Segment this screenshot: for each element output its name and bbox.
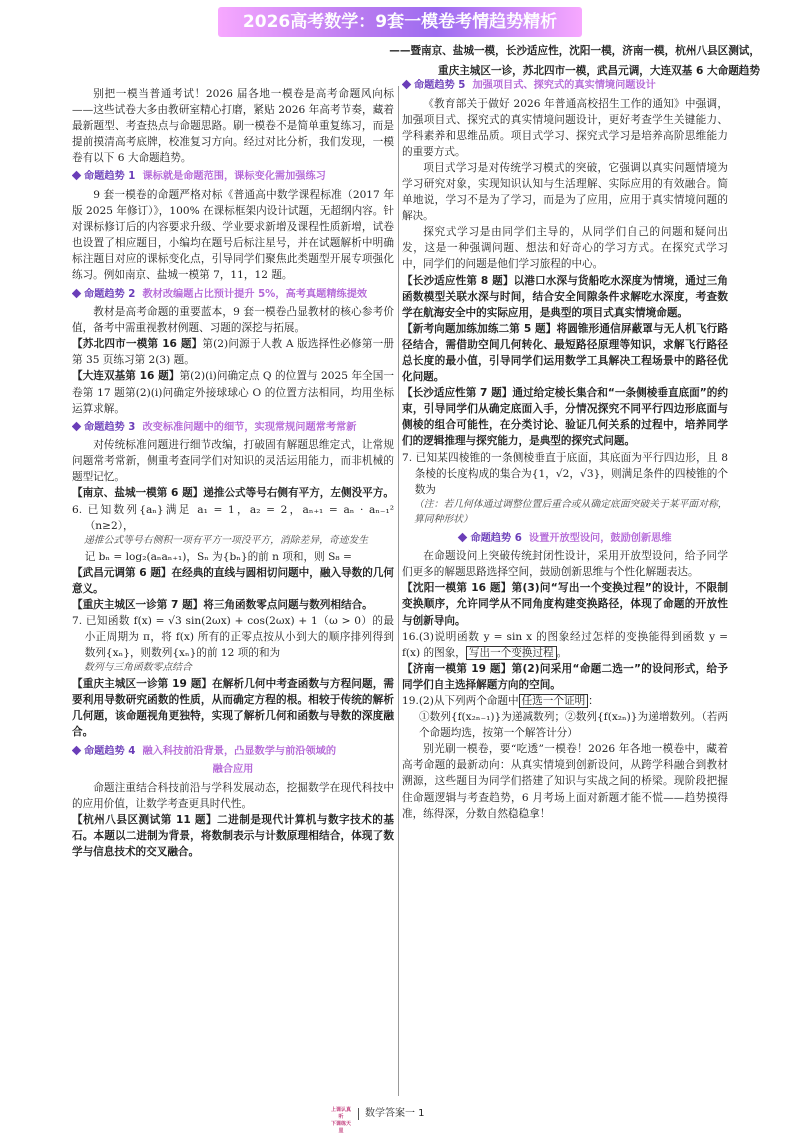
trend-5-source-1: 【长沙适应性第 8 题】以港口水深与货船吃水深度为情境，通过三角函数模型关联水深与时间，结合安全间隙条件求解吃水深度，考查数学在航海安全中的实际应用，是典型的项目式真实情境命题。 [402, 274, 728, 319]
brand-logo: 上课认真听 下课练天星 [330, 1106, 351, 1134]
problem-19-cont: ①数列{f(x₂ₙ₋₁)}为递减数列；②数列{f(x₂ₙ)}为递增数列。（若两个命题均选，按第一个解答计分） [418, 711, 728, 740]
trend-4-heading: 命题趋势 4 融入科技前沿背景，凸显数学与前沿领域的 [72, 744, 394, 760]
trend-5-heading: 命题趋势 5 加强项目式、探究式的真实情境问题设计 [402, 78, 728, 94]
trend-4-source-1: 【杭州八县区测试第 11 题】二进制是现代计算机与数字技术的基石。本题以二进制为背景，将数制表示与计数原理相结合，体现了数学与信息技术的交叉融合。 [72, 813, 394, 858]
closing-paragraph: 别光刷一模卷，要“吃透”一模卷！2026 年各地一模卷中，藏着高考命题的最新动向：从真实情境到创新设问，从跨学科融合到教材溯源，这些题目为同学们搭建了知识与实战之间的桥梁。现阶段把握住命题逻辑与考查趋势，6 月考场上面对新题才能不慌——趋势摸得准，练得深，分数自然稳稳拿！ [402, 743, 728, 820]
problem-6-cont: 记 bₙ = log₂(aₙaₙ₊₁)，Sₙ 为{bₙ}的前 n 项和，则 S₈ = [84, 550, 352, 563]
trend-2-source-2: 【大连双基第 16 题】第(2)(i)问确定点 Q 的位置与 2025 年全国一卷第 17 题第(2)(i)问确定外接球球心 O 的位置方法相同，均用坐标运算求解。 [72, 370, 395, 415]
trend-3-source-3: 【重庆主城区一诊第 7 题】将三角函数零点问题与数列相结合。 [72, 598, 373, 611]
trend-6-source-2: 【济南一模第 19 题】第(2)问采用“命题二选一”的设问形式，给予同学们自主选择解题方向的空间。 [402, 662, 728, 691]
right-column [402, 80, 728, 822]
diamond-icon [458, 532, 468, 542]
problem-16: 16.(3)说明函数 y = sin x 的图象经过怎样的变换能得到函数 y = f(x) 的图象， 写出一个变换过程 。 [402, 630, 728, 659]
problem-7-pyramid: 7. 已知某四棱锥的一条侧棱垂直于底面，其底面为平行四边形，且 8 条棱的长度构成的集合为{1，√2，√3}，则满足条件的四棱锥的个数为 [402, 451, 728, 496]
subtitle [200, 41, 760, 81]
page-title: 2026高考数学：9套一模卷考情趋势精析 [218, 7, 582, 37]
trend-3-heading: 命题趋势 3 改变标准问题中的细节，实现常规问题常考常新 [72, 420, 394, 436]
footer-divider [358, 1108, 359, 1120]
trend-5-source-3: 【长沙适应性第 7 题】通过给定棱长集合和“一条侧棱垂直底面”的约束，引导同学们从确定底面入手，分情况探究不同平行四边形底面与侧棱的组合可能性，在分类讨论、验证几何关系的过程中，培养同学们的逻辑推理与探究能力，是典型的探究式问题。 [402, 387, 728, 448]
trend-3-source-2: 【武昌元调第 6 题】在经典的直线与圆相切问题中，融入导数的几何意义。 [72, 566, 394, 595]
trend-5-paragraph-1: 《教育部关于做好 2026 年普通高校招生工作的通知》中强调，加强项目式、探究式的真实情境问题设计，更好考查学生关键能力、学科素养和思维品质。项目式学习、探究式学习是培养高阶思维能力的重要方式。 [402, 97, 728, 158]
page-number: 数学答案一 1 [365, 1108, 425, 1119]
trend-6-paragraph: 在命题设问上突破传统封闭性设计，采用开放型设问，给予同学们更多的解题思路选择空间，鼓励创新思维与个性化解题表达。 [402, 550, 728, 579]
trend-3-paragraph: 对传统标准问题进行细节改编，打破固有解题思维定式，让常规问题常考常新，侧重考查同学们对知识的灵活运用能力，而非机械的题型记忆。 [72, 439, 394, 484]
problem-7-pyramid-note: （注：若几何体通过调整位置后重合或从确定底面突破关于某平面对称，算同种形状） [414, 498, 728, 525]
column-divider [398, 86, 399, 1096]
trend-6-heading: 命题趋势 6 设置开放型设问，鼓励创新思维 [402, 531, 728, 547]
diamond-icon [402, 80, 411, 90]
diamond-icon [72, 171, 81, 181]
left-column [72, 86, 394, 860]
trend-1-heading: 命题趋势 1 课标就是命题范围，课标变化需加强练习 [72, 169, 394, 185]
trend-2-paragraph: 教材是高考命题的重要蓝本，9 套一模卷凸显教材的核心参考价值，备考中需重视教材例题、习题的深挖与拓展。 [72, 306, 394, 335]
problem-6: 6. 已知数列{aₙ}满足 a₁ = 1，a₂ = 2，aₙ₊₁ = aₙ · aₙ₋₁²（n≥2）， [72, 503, 394, 532]
page-footer [330, 1106, 470, 1134]
trend-1-paragraph: 9 套一模卷的命题严格对标《普通高中数学课程标准（2017 年版 2025 年修订）》，100% 在课标框架内设计试题，无超纲内容。针对课标修订后的内容要求升级、学业要求新增及课程性质新增，试卷也设置了相应题目，小编均在题号后标注星号，并在试题解析中明确标注题目对应的课标变化点，引导同学们聚焦此类题型开展专项强化练习。例如南京、盐城一模第 7，11，12 题。 [72, 188, 394, 282]
subtitle-line-1: ——暨南京、盐城一模，长沙适应性，沈阳一模，济南一模，杭州八县区测试， [389, 45, 760, 57]
problem-7-note: 数列与三角函数零点结合 [84, 662, 192, 674]
trend-4-paragraph: 命题注重结合科技前沿与学科发展动态，挖掘数学在现代科技中的应用价值，让数学考查更具时代性。 [72, 781, 394, 810]
trend-3-source-1: 【南京、盐城一模第 6 题】递推公式等号右侧有平方，左侧没平方。 [72, 487, 394, 500]
problem-19: 19.(2)从下列两个命题中 任选一个证明 ： [402, 694, 599, 707]
trend-6-source-1: 【沈阳一模第 16 题】第(3)问“写出一个变换过程”的设计，不限制变换顺序，允许同学从不同角度构建变换路径，体现了命题的开放性与创新导向。 [402, 582, 728, 627]
diamond-icon [72, 288, 81, 298]
diamond-icon [72, 745, 81, 755]
trend-4-heading-cont: 融合应用 [212, 764, 254, 776]
trend-5-paragraph-2: 项目式学习是对传统学习模式的突破，它强调以真实问题情境为学习研究对象，实现知识认知与生活理解、实际应用的有效融合。简单地说，学习不是为了学习，而是为了应用，应用于真实情境问题的解决。 [402, 161, 728, 223]
problem-7: 7. 已知函数 f(x) = √3 sin(2ωx) + cos(2ωx) + 1（ω > 0）的最小正周期为 π，将 f(x) 所有的正零点按从小到大的顺序排列得到数列{xₙ}，则数列{xₙ}的前 12 项的和为 [72, 615, 394, 660]
trend-2-heading: 命题趋势 2 教材改编题占比预计提升 5%，高考真题精练提效 [72, 287, 394, 303]
trend-5-source-2: 【新考向题加练加练二第 5 题】将圆锥形通信屏蔽罩与无人机飞行路径结合，需借助空间几何转化、最短路径原理等知识，求解飞行路径总长度的最小值，引导同学们运用数学工具解决工程场景中的路径优化问题。 [402, 322, 728, 384]
intro-paragraph: 别把一模当普通考试！2026 届各地一模卷是高考命题风向标——这些试卷大多由教研室精心打磨，紧贴 2026 年高考节奏，藏着最新题型、考查热点与命题思路。刷一模卷不是简单重复练习，而是提前摸清高考底牌，校准复习方向。经过对比分析，我们发现，一模卷有以下 6 大命题趋势。 [72, 88, 394, 165]
trend-2-source-1: 【苏北四市一模第 16 题】第(2)问源于人教 A 版选择性必修第一册第 35 页练习第 2(3) 题。 [72, 338, 394, 367]
problem-6-note: 递推公式等号右侧积一项有平方一项没平方，消除差异，奇迹发生 [84, 534, 369, 546]
trend-5-paragraph-3: 探究式学习是由同学们主导的，从同学们自己的问题和疑问出发，这是一种强调问题、想法和好奇心的学习方式。在探究式学习中，同学们的问题是他们学习旅程的中心。 [402, 226, 728, 271]
trend-3-source-4: 【重庆主城区一诊第 19 题】在解析几何中考查函数与方程问题，需要利用导数研究函数的性质，从而确定方程的根。相较于传统的解析几何题，该命题视角更独特，实现了解析几何和函数与导数的深度融合。 [72, 678, 394, 739]
subtitle-line-2: 重庆主城区一诊，苏北四市一模，武昌元调，大连双基 6 大命题趋势 [438, 65, 760, 77]
diamond-icon [72, 421, 81, 431]
